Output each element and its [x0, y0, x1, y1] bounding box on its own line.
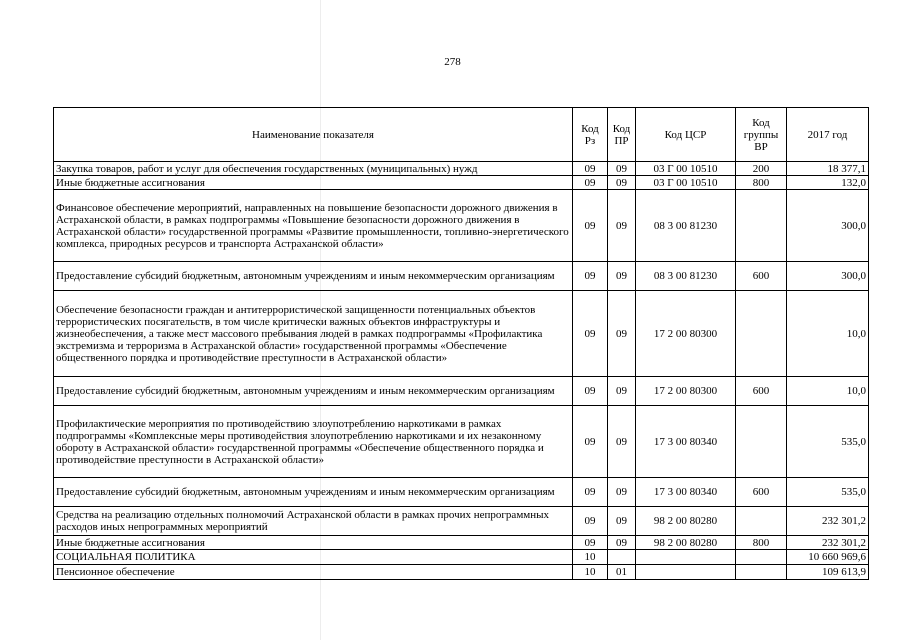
row-pr: 09: [608, 190, 636, 262]
row-amount: 10 660 969,6: [787, 550, 869, 565]
row-pr: 01: [608, 565, 636, 580]
row-rz: 09: [573, 190, 608, 262]
row-name: Предоставление субсидий бюджетным, автономным учреждениям и иным некоммерческим организациям: [54, 262, 573, 291]
header-rz: Код Рз: [573, 108, 608, 162]
table-row: [54, 550, 869, 565]
row-vr: 800: [736, 536, 787, 550]
table-header-row: [54, 108, 869, 162]
row-pr: 09: [608, 176, 636, 190]
row-amount: 535,0: [787, 406, 869, 478]
row-vr: [736, 550, 787, 565]
row-amount: 18 377,1: [787, 162, 869, 176]
table-row: [54, 565, 869, 580]
row-amount: 10,0: [787, 291, 869, 377]
row-vr: 600: [736, 262, 787, 291]
row-pr: 09: [608, 406, 636, 478]
row-rz: 10: [573, 550, 608, 565]
row-rz: 09: [573, 536, 608, 550]
table-row: [54, 478, 869, 507]
page-number: 278: [444, 56, 461, 68]
table-row: [54, 176, 869, 190]
row-amount: 232 301,2: [787, 507, 869, 536]
row-vr: [736, 406, 787, 478]
row-name: Профилактические мероприятия по противодействию злоупотреблению наркотиками в рамках подпрограммы «Комплексные меры противодействия злоупотреблению наркотиками и их незаконному обороту в Астраханской области» государственной программы «Обеспечение общественного порядка и противодействие преступности в Астраханской области»: [54, 406, 573, 478]
row-pr: 09: [608, 478, 636, 507]
row-name: Иные бюджетные ассигнования: [54, 176, 573, 190]
row-name: Предоставление субсидий бюджетным, автономным учреждениям и иным некоммерческим организациям: [54, 478, 573, 507]
row-csr: 17 2 00 80300: [636, 291, 736, 377]
header-vr: Код группы ВР: [736, 108, 787, 162]
row-vr: 600: [736, 478, 787, 507]
table-row: [54, 406, 869, 478]
row-pr: 09: [608, 536, 636, 550]
row-rz: 09: [573, 262, 608, 291]
row-amount: 109 613,9: [787, 565, 869, 580]
row-csr: 98 2 00 80280: [636, 507, 736, 536]
row-csr: 98 2 00 80280: [636, 536, 736, 550]
row-vr: 600: [736, 377, 787, 406]
row-pr: [608, 550, 636, 565]
row-vr: [736, 190, 787, 262]
row-csr: 08 3 00 81230: [636, 190, 736, 262]
header-csr: Код ЦСР: [636, 108, 736, 162]
row-name: СОЦИАЛЬНАЯ ПОЛИТИКА: [54, 550, 573, 565]
row-vr: [736, 565, 787, 580]
row-rz: 10: [573, 565, 608, 580]
row-csr: 17 3 00 80340: [636, 478, 736, 507]
row-amount: 300,0: [787, 262, 869, 291]
row-vr: 800: [736, 176, 787, 190]
row-pr: 09: [608, 162, 636, 176]
row-vr: [736, 507, 787, 536]
row-amount: 232 301,2: [787, 536, 869, 550]
table-row: [54, 190, 869, 262]
row-amount: 132,0: [787, 176, 869, 190]
budget-table: [53, 107, 869, 580]
table-row: [54, 507, 869, 536]
row-csr: [636, 565, 736, 580]
row-rz: 09: [573, 162, 608, 176]
row-vr: [736, 291, 787, 377]
row-csr: 17 2 00 80300: [636, 377, 736, 406]
header-name: Наименование показателя: [54, 108, 573, 162]
row-name: Закупка товаров, работ и услуг для обеспечения государственных (муниципальных) нужд: [54, 162, 573, 176]
table-row: [54, 291, 869, 377]
table-row: [54, 262, 869, 291]
row-amount: 10,0: [787, 377, 869, 406]
row-name: Предоставление субсидий бюджетным, автономным учреждениям и иным некоммерческим организациям: [54, 377, 573, 406]
header-year: 2017 год: [787, 108, 869, 162]
row-rz: 09: [573, 406, 608, 478]
row-rz: 09: [573, 507, 608, 536]
row-rz: 09: [573, 176, 608, 190]
row-vr: 200: [736, 162, 787, 176]
row-name: Пенсионное обеспечение: [54, 565, 573, 580]
table-row: [54, 536, 869, 550]
table-row: [54, 162, 869, 176]
table-row: [54, 377, 869, 406]
row-csr: 17 3 00 80340: [636, 406, 736, 478]
row-pr: 09: [608, 377, 636, 406]
row-name: Финансовое обеспечение мероприятий, направленных на повышение безопасности дорожного движения в Астраханской области, в рамках подпрограммы «Повышение безопасности дорожного движения в Астраханской области» государственной программы «Развитие промышленности, топливно-энергетического комплекса, природных ресурсов и транспорта Астраханской области»: [54, 190, 573, 262]
row-csr: 08 3 00 81230: [636, 262, 736, 291]
header-pr: Код ПР: [608, 108, 636, 162]
row-pr: 09: [608, 507, 636, 536]
row-pr: 09: [608, 262, 636, 291]
row-name: Иные бюджетные ассигнования: [54, 536, 573, 550]
row-rz: 09: [573, 291, 608, 377]
row-amount: 535,0: [787, 478, 869, 507]
row-csr: [636, 550, 736, 565]
row-csr: 03 Г 00 10510: [636, 176, 736, 190]
row-name: Средства на реализацию отдельных полномочий Астраханской области в рамках прочих непрограммных расходов иных непрограммных мероприятий: [54, 507, 573, 536]
row-pr: 09: [608, 291, 636, 377]
row-rz: 09: [573, 377, 608, 406]
row-amount: 300,0: [787, 190, 869, 262]
row-rz: 09: [573, 478, 608, 507]
row-csr: 03 Г 00 10510: [636, 162, 736, 176]
row-name: Обеспечение безопасности граждан и антитеррористической защищенности потенциальных объектов террористических посягательств, в том числе критически важных объектов инфраструктуры и жизнеобеспечения, а также мест массового пребывания людей в рамках подпрограммы «Профилактика экстремизма и терроризма в Астраханской области» государственной программы «Обеспечение общественного порядка и противодействие преступности в Астраханской области»: [54, 291, 573, 377]
